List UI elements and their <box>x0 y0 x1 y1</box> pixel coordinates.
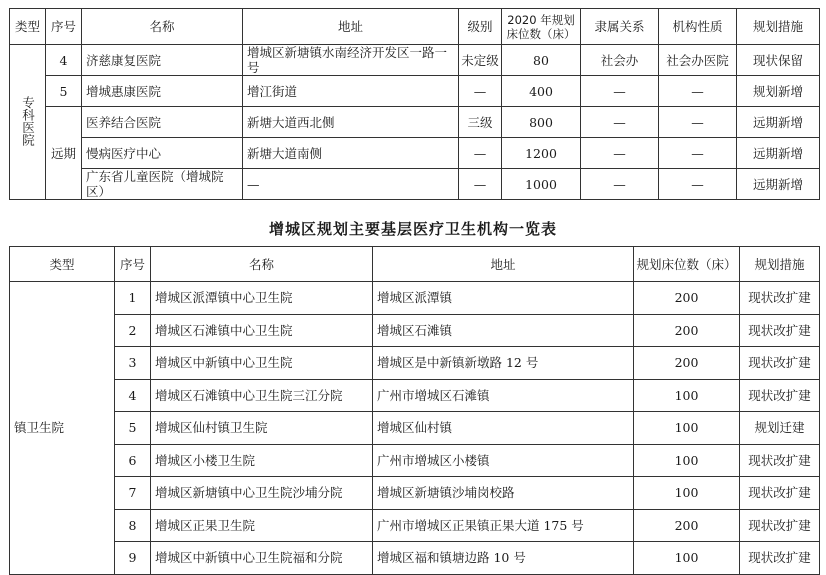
beds-cell: 100 <box>634 444 740 477</box>
name-cell: 增城区石滩镇中心卫生院三江分院 <box>151 379 373 412</box>
col-header-level: 级别 <box>459 9 502 45</box>
col-header-seq: 序号 <box>115 247 151 282</box>
affiliation-cell: — <box>581 76 659 107</box>
measure-cell: 现状改扩建 <box>740 477 820 510</box>
beds-cell: 100 <box>634 379 740 412</box>
nature-cell: 社会办医院 <box>659 45 737 76</box>
measure-cell: 现状改扩建 <box>740 509 820 542</box>
address-cell: 增江街道 <box>243 76 459 107</box>
affiliation-cell: — <box>581 138 659 169</box>
table-row <box>10 509 820 542</box>
col-header-type: 类型 <box>10 247 115 282</box>
seq-cell: 5 <box>46 76 82 107</box>
table-row <box>10 138 820 169</box>
beds-cell: 80 <box>502 45 581 76</box>
address-cell: — <box>243 169 459 200</box>
name-cell: 增城惠康医院 <box>82 76 243 107</box>
col-header-name: 名称 <box>151 247 373 282</box>
table-row <box>10 444 820 477</box>
table-row <box>10 282 820 315</box>
address-cell: 增城区派潭镇 <box>373 282 634 315</box>
col-header-address: 地址 <box>373 247 634 282</box>
col-header-nature: 机构性质 <box>659 9 737 45</box>
name-cell: 增城区石滩镇中心卫生院 <box>151 314 373 347</box>
beds-cell: 400 <box>502 76 581 107</box>
nature-cell: — <box>659 169 737 200</box>
name-cell: 广东省儿童医院（增城院区） <box>82 169 243 200</box>
measure-cell: 远期新增 <box>737 107 820 138</box>
address-cell: 增城区新塘镇水南经济开发区一路一号 <box>243 45 459 76</box>
seq-cell: 6 <box>115 444 151 477</box>
table-row <box>10 542 820 575</box>
nature-cell: — <box>659 138 737 169</box>
col-header-beds: 2020 年规划床位数（床） <box>502 9 581 45</box>
seq-cell: 5 <box>115 412 151 445</box>
nature-cell: — <box>659 107 737 138</box>
table-row <box>10 314 820 347</box>
name-cell: 增城区小楼卫生院 <box>151 444 373 477</box>
level-cell: — <box>459 169 502 200</box>
table-header-row <box>10 9 820 45</box>
beds-cell: 100 <box>634 477 740 510</box>
beds-cell: 1000 <box>502 169 581 200</box>
table-row <box>10 412 820 445</box>
table-row <box>10 107 820 138</box>
col-header-beds: 规划床位数（床） <box>634 247 740 282</box>
table-row <box>10 76 820 107</box>
name-cell: 增城区中新镇中心卫生院 <box>151 347 373 380</box>
measure-cell: 远期新增 <box>737 138 820 169</box>
type-group-cell: 镇卫生院 <box>10 282 115 575</box>
table-header-row <box>10 247 820 282</box>
measure-cell: 现状改扩建 <box>740 282 820 315</box>
level-cell: 三级 <box>459 107 502 138</box>
table-row <box>10 477 820 510</box>
primary-care-institution-table <box>9 246 820 575</box>
beds-cell: 100 <box>634 412 740 445</box>
address-cell: 增城区福和镇塘边路 10 号 <box>373 542 634 575</box>
beds-cell: 200 <box>634 347 740 380</box>
col-header-type: 类型 <box>10 9 46 45</box>
col-header-name: 名称 <box>82 9 243 45</box>
measure-cell: 现状改扩建 <box>740 542 820 575</box>
level-cell: — <box>459 76 502 107</box>
seq-cell: 1 <box>115 282 151 315</box>
col-header-measure: 规划措施 <box>737 9 820 45</box>
address-cell: 新塘大道南侧 <box>243 138 459 169</box>
name-cell: 增城区新塘镇中心卫生院沙埔分院 <box>151 477 373 510</box>
address-cell: 广州市增城区小楼镇 <box>373 444 634 477</box>
beds-cell: 800 <box>502 107 581 138</box>
address-cell: 广州市增城区正果镇正果大道 175 号 <box>373 509 634 542</box>
measure-cell: 现状保留 <box>737 45 820 76</box>
measure-cell: 规划迁建 <box>740 412 820 445</box>
name-cell: 济慈康复医院 <box>82 45 243 76</box>
seq-cell: 9 <box>115 542 151 575</box>
affiliation-cell: 社会办 <box>581 45 659 76</box>
measure-cell: 现状改扩建 <box>740 444 820 477</box>
seq-cell: 8 <box>115 509 151 542</box>
measure-cell: 现状改扩建 <box>740 314 820 347</box>
table2-title: 增城区规划主要基层医疗卫生机构一览表 <box>268 220 557 238</box>
nature-cell: — <box>659 76 737 107</box>
seq-cell: 7 <box>115 477 151 510</box>
beds-cell: 100 <box>634 542 740 575</box>
measure-cell: 规划新增 <box>737 76 820 107</box>
address-cell: 广州市增城区石滩镇 <box>373 379 634 412</box>
col-header-measure: 规划措施 <box>740 247 820 282</box>
address-cell: 增城区仙村镇 <box>373 412 634 445</box>
type-group-label: 专科医院 <box>20 95 36 146</box>
beds-cell: 1200 <box>502 138 581 169</box>
address-cell: 增城区石滩镇 <box>373 314 634 347</box>
table-row <box>10 45 820 76</box>
name-cell: 医养结合医院 <box>82 107 243 138</box>
level-cell: — <box>459 138 502 169</box>
table-row <box>10 347 820 380</box>
name-cell: 增城区仙村镇卫生院 <box>151 412 373 445</box>
type-group-cell <box>10 45 46 200</box>
specialty-hospital-table <box>9 8 820 200</box>
table-row <box>10 379 820 412</box>
address-cell: 增城区是中新镇新墩路 12 号 <box>373 347 634 380</box>
seq-cell: 3 <box>115 347 151 380</box>
col-header-seq: 序号 <box>46 9 82 45</box>
name-cell: 慢病医疗中心 <box>82 138 243 169</box>
col-header-address: 地址 <box>243 9 459 45</box>
address-cell: 新塘大道西北侧 <box>243 107 459 138</box>
seq-cell: 2 <box>115 314 151 347</box>
measure-cell: 现状改扩建 <box>740 379 820 412</box>
name-cell: 增城区正果卫生院 <box>151 509 373 542</box>
seq-cell: 4 <box>46 45 82 76</box>
seq-cell: 4 <box>115 379 151 412</box>
name-cell: 增城区中新镇中心卫生院福和分院 <box>151 542 373 575</box>
measure-cell: 远期新增 <box>737 169 820 200</box>
col-header-affiliation: 隶属关系 <box>581 9 659 45</box>
measure-cell: 现状改扩建 <box>740 347 820 380</box>
affiliation-cell: — <box>581 107 659 138</box>
beds-cell: 200 <box>634 282 740 315</box>
table-row <box>10 169 820 200</box>
subgroup-cell: 远期 <box>46 107 82 200</box>
address-cell: 增城区新塘镇沙埔岗校路 <box>373 477 634 510</box>
affiliation-cell: — <box>581 169 659 200</box>
level-cell: 未定级 <box>459 45 502 76</box>
name-cell: 增城区派潭镇中心卫生院 <box>151 282 373 315</box>
beds-cell: 200 <box>634 509 740 542</box>
beds-cell: 200 <box>634 314 740 347</box>
